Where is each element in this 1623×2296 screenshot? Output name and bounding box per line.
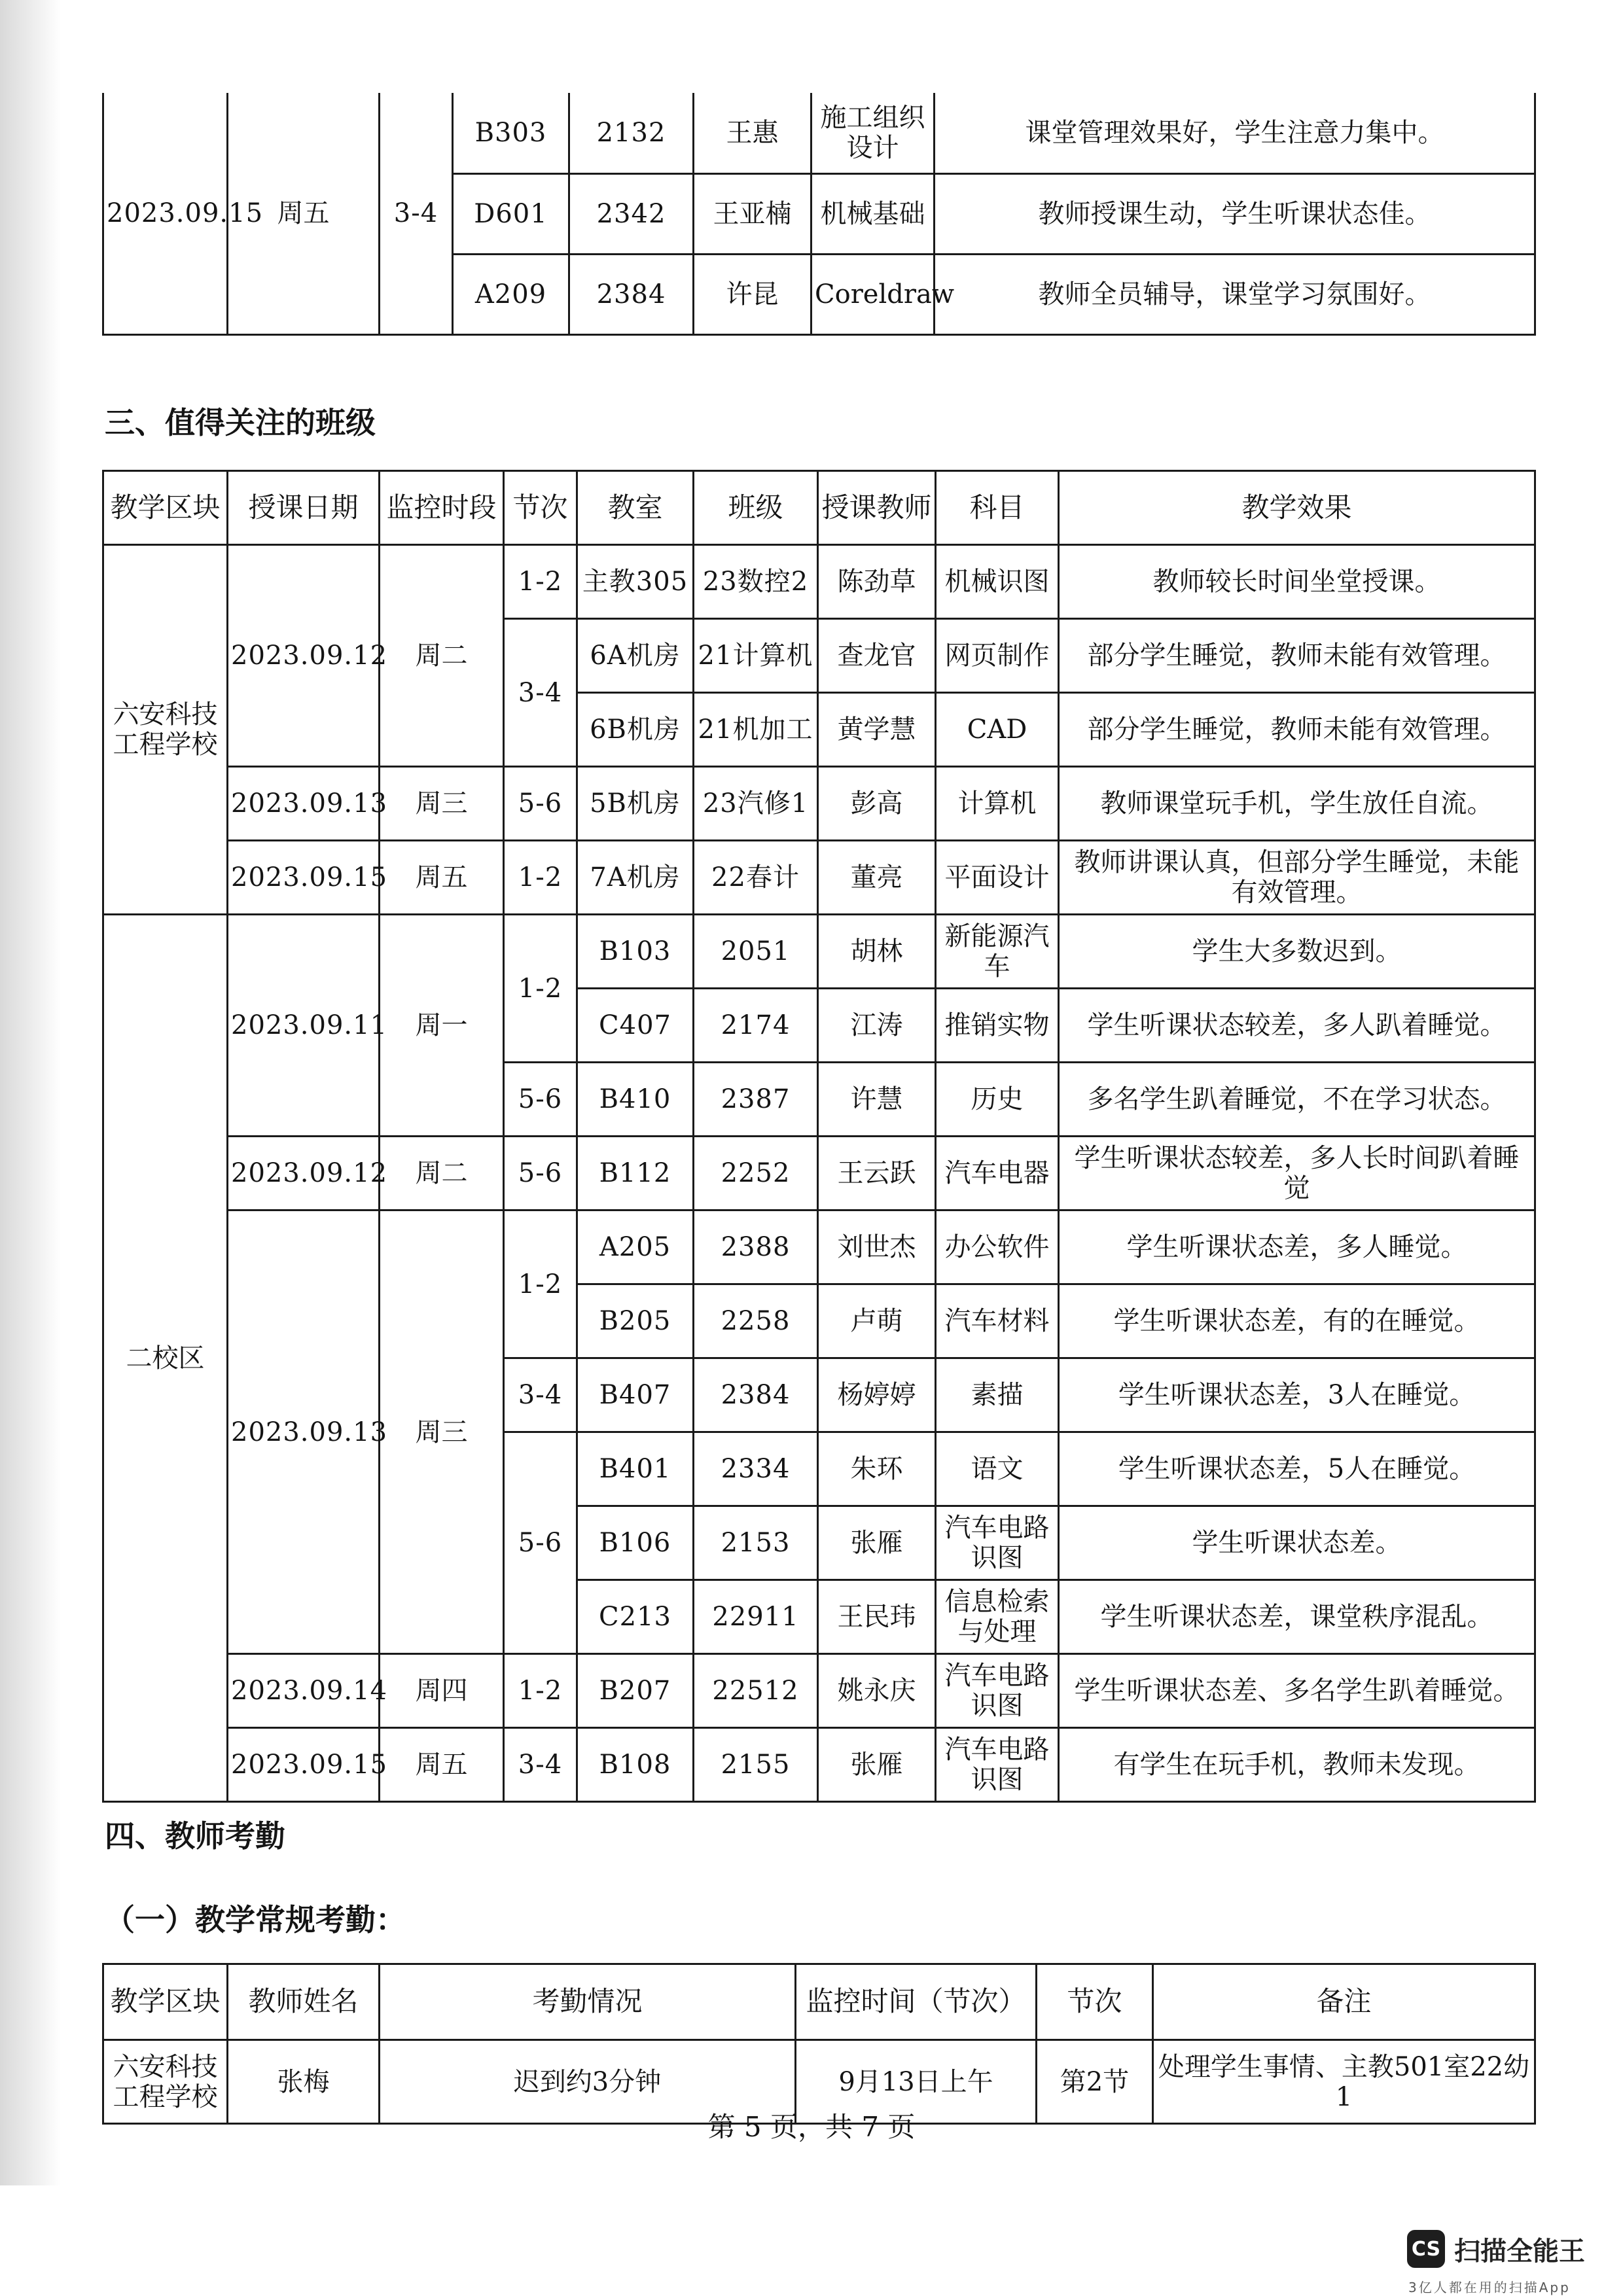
class-cell: 2155 [694, 1728, 818, 1802]
column-header: 科目 [936, 471, 1059, 545]
class-cell: 2153 [694, 1506, 818, 1580]
class-cell: 2388 [694, 1210, 818, 1284]
date-cell: 2023.09.15 [103, 93, 228, 334]
class-cell: 2334 [694, 1432, 818, 1506]
room-cell: A209 [453, 254, 569, 334]
class-cell: 2387 [694, 1063, 818, 1137]
period-cell: 第2节 [1037, 2040, 1153, 2124]
column-header: 监控时段 [380, 471, 504, 545]
weekday-cell: 周一 [380, 915, 504, 1137]
table-row [103, 1728, 1535, 1802]
section4-subtitle: （一）教学常规考勤： [105, 1902, 406, 1937]
column-header: 节次 [1037, 1964, 1153, 2040]
section4-title: 四、教师考勤 [105, 1818, 285, 1854]
status-cell: 迟到约3分钟 [380, 2040, 796, 2124]
teacher-cell: 胡林 [818, 915, 936, 989]
column-header: 备注 [1153, 1964, 1535, 2040]
effect-cell: 课堂管理效果好，学生注意力集中。 [935, 93, 1535, 173]
focus-table-body [103, 545, 1535, 1802]
class-cell: 21机加工 [694, 693, 818, 767]
column-header: 授课教师 [818, 471, 936, 545]
column-header: 教师姓名 [228, 1964, 380, 2040]
subject-cell: 推销实物 [936, 989, 1059, 1063]
subject-cell: 机械基础 [812, 173, 935, 254]
table-row [103, 1210, 1535, 1284]
room-cell: D601 [453, 173, 569, 254]
date-cell: 2023.09.12 [228, 1137, 380, 1210]
room-cell: 7A机房 [577, 841, 694, 915]
room-cell: B207 [577, 1654, 694, 1728]
subject-cell: 信息检索与处理 [936, 1580, 1059, 1654]
attendance-table [102, 1963, 1536, 2125]
effect-cell: 教师授课生动，学生听课状态佳。 [935, 173, 1535, 254]
subject-cell: 语文 [936, 1432, 1059, 1506]
weekday-cell: 周二 [380, 545, 504, 767]
table-row [103, 767, 1535, 841]
date-cell: 2023.09.13 [228, 1210, 380, 1654]
scan-shadow [0, 0, 60, 2185]
subject-cell: 施工组织设计 [812, 93, 935, 173]
weekday-cell: 周四 [380, 1654, 504, 1728]
attendance-table-header [103, 1964, 1535, 2040]
effect-cell: 教师较长时间坐堂授课。 [1059, 545, 1535, 619]
teacher-cell: 张雁 [818, 1728, 936, 1802]
teacher-cell: 查龙官 [818, 619, 936, 693]
watermark-brand: 扫描全能王 [1454, 2236, 1585, 2267]
class-cell: 2384 [569, 254, 694, 334]
effect-cell: 教师课堂玩手机，学生放任自流。 [1059, 767, 1535, 841]
period-cell: 3-4 [504, 619, 577, 767]
room-cell: B407 [577, 1358, 694, 1432]
subject-cell: 办公软件 [936, 1210, 1059, 1284]
date-cell: 2023.09.14 [228, 1654, 380, 1728]
focus-classes-table [102, 470, 1536, 1803]
room-cell: C407 [577, 989, 694, 1063]
teacher-cell: 江涛 [818, 989, 936, 1063]
teacher-cell: 王云跃 [818, 1137, 936, 1210]
subject-cell: 素描 [936, 1358, 1059, 1432]
period-cell: 5-6 [504, 767, 577, 841]
class-cell: 2384 [694, 1358, 818, 1432]
time-cell: 9月13日上午 [796, 2040, 1037, 2124]
class-cell: 2174 [694, 989, 818, 1063]
teacher-cell: 彭高 [818, 767, 936, 841]
teacher-cell: 王亚楠 [694, 173, 812, 254]
room-cell: B106 [577, 1506, 694, 1580]
teacher-cell: 董亮 [818, 841, 936, 915]
effect-cell: 学生听课状态差，课堂秩序混乱。 [1059, 1580, 1535, 1654]
subject-cell: 网页制作 [936, 619, 1059, 693]
column-header: 考勤情况 [380, 1964, 796, 2040]
column-header: 节次 [504, 471, 577, 545]
room-cell: B205 [577, 1284, 694, 1358]
effect-cell: 部分学生睡觉，教师未能有效管理。 [1059, 619, 1535, 693]
camscanner-icon: CS [1407, 2230, 1445, 2268]
continued-table-body [103, 93, 1535, 334]
class-cell: 2132 [569, 93, 694, 173]
column-header: 监控时间（节次） [796, 1964, 1037, 2040]
column-header: 教学效果 [1059, 471, 1535, 545]
teacher-cell: 王惠 [694, 93, 812, 173]
period-cell: 3-4 [504, 1728, 577, 1802]
class-cell: 23汽修1 [694, 767, 818, 841]
effect-cell: 学生听课状态差，5人在睡觉。 [1059, 1432, 1535, 1506]
class-cell: 22春计 [694, 841, 818, 915]
effect-cell: 多名学生趴着睡觉，不在学习状态。 [1059, 1063, 1535, 1137]
period-cell: 1-2 [504, 545, 577, 619]
note-cell: 处理学生事情、主教501室22幼1 [1153, 2040, 1535, 2124]
effect-cell: 学生听课状态差，多人睡觉。 [1059, 1210, 1535, 1284]
date-cell: 2023.09.15 [228, 841, 380, 915]
effect-cell: 学生听课状态差。 [1059, 1506, 1535, 1580]
table-row [103, 545, 1535, 619]
room-cell: 6B机房 [577, 693, 694, 767]
period-cell: 3-4 [504, 1358, 577, 1432]
area-cell: 六安科技工程学校 [103, 545, 228, 915]
effect-cell: 学生大多数迟到。 [1059, 915, 1535, 989]
class-cell: 2342 [569, 173, 694, 254]
teacher-cell: 姚永庆 [818, 1654, 936, 1728]
effect-cell: 学生听课状态差、多名学生趴着睡觉。 [1059, 1654, 1535, 1728]
effect-cell: 学生听课状态较差，多人趴着睡觉。 [1059, 989, 1535, 1063]
period-cell: 5-6 [504, 1432, 577, 1654]
header-row [103, 471, 1535, 545]
subject-cell: 计算机 [936, 767, 1059, 841]
teacher-cell: 刘世杰 [818, 1210, 936, 1284]
teacher-cell: 杨婷婷 [818, 1358, 936, 1432]
watermark-tagline: 3亿人都在用的扫描App [1408, 2280, 1571, 2295]
period-cell: 5-6 [504, 1137, 577, 1210]
column-header: 授课日期 [228, 471, 380, 545]
class-cell: 22911 [694, 1580, 818, 1654]
focus-table-header [103, 471, 1535, 545]
room-cell: 6A机房 [577, 619, 694, 693]
teacher-cell: 朱环 [818, 1432, 936, 1506]
class-cell: 22512 [694, 1654, 818, 1728]
subject-cell: Coreldraw [812, 254, 935, 334]
teacher-cell: 张雁 [818, 1506, 936, 1580]
period-cell: 1-2 [504, 841, 577, 915]
header-row [103, 1964, 1535, 2040]
subject-cell: 汽车电器 [936, 1137, 1059, 1210]
continued-table [102, 93, 1536, 336]
room-cell: A205 [577, 1210, 694, 1284]
subject-cell: 新能源汽车 [936, 915, 1059, 989]
weekday-cell: 周三 [380, 767, 504, 841]
period-cell: 1-2 [504, 1654, 577, 1728]
date-cell: 2023.09.11 [228, 915, 380, 1137]
weekday-cell: 周五 [380, 841, 504, 915]
room-cell: B108 [577, 1728, 694, 1802]
room-cell: B103 [577, 915, 694, 989]
subject-cell: 历史 [936, 1063, 1059, 1137]
teacher-cell: 张梅 [228, 2040, 380, 2124]
column-header: 教学区块 [103, 1964, 228, 2040]
table-row [103, 1654, 1535, 1728]
section3-title: 三、值得关注的班级 [105, 405, 376, 440]
effect-cell: 学生听课状态较差，多人长时间趴着睡觉 [1059, 1137, 1535, 1210]
room-cell: B303 [453, 93, 569, 173]
effect-cell: 学生听课状态差，有的在睡觉。 [1059, 1284, 1535, 1358]
room-cell: C213 [577, 1580, 694, 1654]
effect-cell: 有学生在玩手机，教师未发现。 [1059, 1728, 1535, 1802]
room-cell: 5B机房 [577, 767, 694, 841]
effect-cell: 教师讲课认真，但部分学生睡觉，未能有效管理。 [1059, 841, 1535, 915]
class-cell: 23数控2 [694, 545, 818, 619]
room-cell: B401 [577, 1432, 694, 1506]
area-cell: 六安科技工程学校 [103, 2040, 228, 2124]
date-cell: 2023.09.12 [228, 545, 380, 767]
room-cell: 主教305 [577, 545, 694, 619]
scanner-watermark [1407, 2230, 1585, 2268]
weekday-cell: 周三 [380, 1210, 504, 1654]
column-header: 教学区块 [103, 471, 228, 545]
effect-cell: 教师全员辅导，课堂学习氛围好。 [935, 254, 1535, 334]
column-header: 班级 [694, 471, 818, 545]
area-cell: 二校区 [103, 915, 228, 1802]
period-cell: 3-4 [380, 93, 453, 334]
room-cell: B410 [577, 1063, 694, 1137]
date-cell: 2023.09.13 [228, 767, 380, 841]
teacher-cell: 卢萌 [818, 1284, 936, 1358]
teacher-cell: 王民玮 [818, 1580, 936, 1654]
teacher-cell: 许慧 [818, 1063, 936, 1137]
class-cell: 21计算机 [694, 619, 818, 693]
column-header: 教室 [577, 471, 694, 545]
subject-cell: 汽车材料 [936, 1284, 1059, 1358]
weekday-cell: 周五 [228, 93, 380, 334]
subject-cell: 汽车电路识图 [936, 1506, 1059, 1580]
subject-cell: 汽车电路识图 [936, 1654, 1059, 1728]
period-cell: 5-6 [504, 1063, 577, 1137]
class-cell: 2258 [694, 1284, 818, 1358]
effect-cell: 学生听课状态差，3人在睡觉。 [1059, 1358, 1535, 1432]
weekday-cell: 周二 [380, 1137, 504, 1210]
subject-cell: 平面设计 [936, 841, 1059, 915]
class-cell: 2051 [694, 915, 818, 989]
table-row [103, 915, 1535, 989]
subject-cell: 机械识图 [936, 545, 1059, 619]
teacher-cell: 陈劲草 [818, 545, 936, 619]
date-cell: 2023.09.15 [228, 1728, 380, 1802]
teacher-cell: 黄学慧 [818, 693, 936, 767]
teacher-cell: 许昆 [694, 254, 812, 334]
subject-cell: CAD [936, 693, 1059, 767]
period-cell: 1-2 [504, 1210, 577, 1358]
period-cell: 1-2 [504, 915, 577, 1063]
effect-cell: 部分学生睡觉，教师未能有效管理。 [1059, 693, 1535, 767]
weekday-cell: 周五 [380, 1728, 504, 1802]
table-row [103, 93, 1535, 173]
table-row [103, 841, 1535, 915]
page-footer: 第 5 页，共 7 页 [707, 2111, 916, 2143]
room-cell: B112 [577, 1137, 694, 1210]
class-cell: 2252 [694, 1137, 818, 1210]
table-row [103, 1137, 1535, 1210]
subject-cell: 汽车电路识图 [936, 1728, 1059, 1802]
